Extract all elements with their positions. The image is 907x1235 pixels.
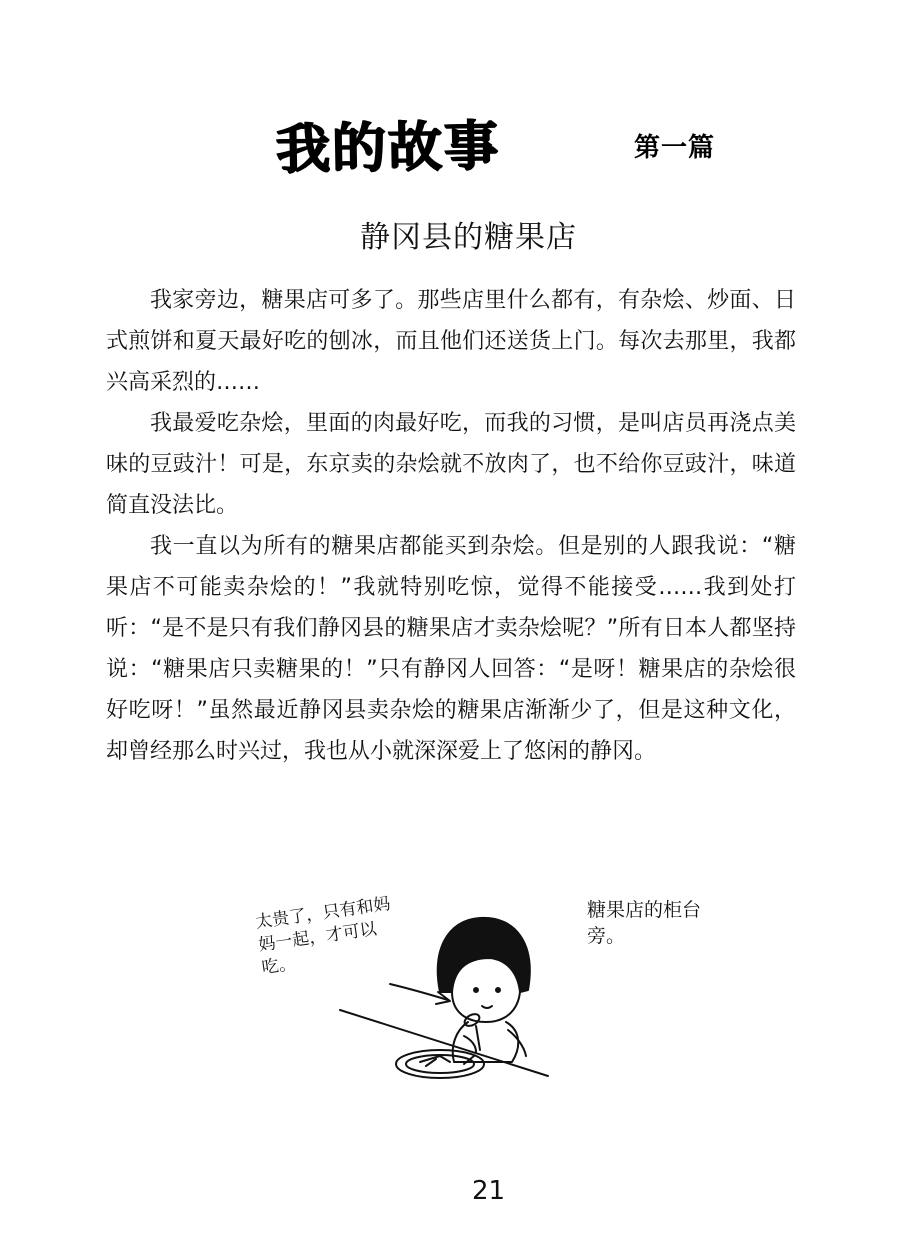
page-header <box>0 0 907 190</box>
counter-edge <box>340 1010 548 1076</box>
body-text <box>106 280 796 772</box>
handwritten-note: 太贵了，只有和妈妈一起，才可以吃。 <box>254 894 392 979</box>
girl-eating-illustration <box>240 880 660 1100</box>
page-number: 21 <box>471 1176 506 1206</box>
illustration-caption: 糖果店的柜台旁。 <box>587 899 702 947</box>
part-label: 第一篇 <box>634 133 716 163</box>
paragraph-2: 我最爱吃杂烩，里面的肉最好吃，而我的习惯，是叫店员再浇点美味的豆豉汁！可是，东京卖的杂烩就不放肉了，也不给你豆豉汁，味道简直没法比。 <box>106 411 796 518</box>
chapter-title: 静冈县的糖果店 <box>360 220 577 255</box>
face <box>452 958 520 1022</box>
paragraph-3: 我一直以为所有的糖果店都能买到杂烩。但是别的人跟我说：“糖果店不可能卖杂烩的！”我就特别吃惊，觉得不能接受……我到处打听：“是不是只有我们静冈县的糖果店才卖杂烩呢？”所有日本人都坚持说：“糖果店只卖糖果的！”只有静冈人回答：“是呀！糖果店的杂烩很好吃呀！”虽然最近静冈县卖杂烩的糖果店渐渐少了，但是这种文化，却曾经那么时兴过，我也从小就深深爱上了悠闲的静冈。 <box>106 534 796 764</box>
paragraph-1: 我家旁边，糖果店可多了。那些店里什么都有，有杂烩、炒面、日式煎饼和夏天最好吃的刨冰，而且他们还送货上门。每次去那里，我都兴高采烈的…… <box>106 288 796 395</box>
book-title: 我的故事 <box>275 114 501 181</box>
